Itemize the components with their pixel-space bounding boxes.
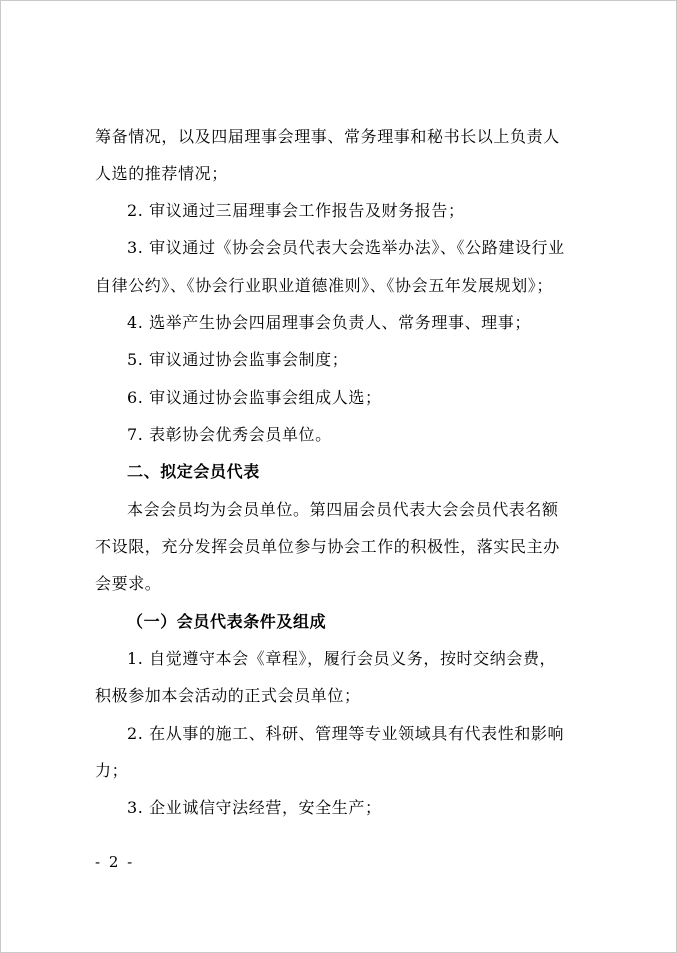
list-item: 5. 审议通过协会监事会制度； bbox=[127, 350, 349, 369]
list-item: 4. 选举产生协会四届理事会负责人、常务理事、理事； bbox=[127, 313, 531, 332]
list-item: 2. 审议通过三届理事会工作报告及财务报告； bbox=[127, 201, 465, 220]
page-number: - 2 - bbox=[95, 853, 135, 871]
paragraph-line: 积极参加本会活动的正式会员单位； bbox=[95, 686, 361, 705]
paragraph-line: 人选的推荐情况； bbox=[95, 164, 228, 183]
paragraph-line: 力； bbox=[95, 761, 129, 780]
subsection-heading: （一）会员代表条件及组成 bbox=[127, 612, 327, 631]
paragraph-line: 不设限，充分发挥会员单位参与协会工作的积极性，落实民主办 bbox=[95, 537, 560, 556]
list-item: 7. 表彰协会优秀会员单位。 bbox=[127, 425, 332, 444]
paragraph-line: 会要求。 bbox=[95, 574, 162, 593]
list-item: 3. 企业诚信守法经营，安全生产； bbox=[127, 798, 382, 817]
paragraph-line: 本会会员均为会员单位。第四届会员代表大会会员代表名额 bbox=[127, 500, 559, 519]
list-item: 1. 自觉遵守本会《章程》，履行会员义务，按时交纳会费， bbox=[127, 649, 557, 668]
list-item: 6. 审议通过协会监事会组成人选； bbox=[127, 388, 382, 407]
list-item: 3. 审议通过《协会会员代表大会选举办法》、《公路建设行业 bbox=[127, 238, 565, 257]
paragraph-line: 自律公约》、《协会行业职业道德准则》、《协会五年发展规划》； bbox=[95, 276, 554, 295]
section-heading: 二、拟定会员代表 bbox=[127, 462, 260, 481]
list-item: 2. 在从事的施工、科研、管理等专业领域具有代表性和影响 bbox=[127, 724, 565, 743]
paragraph-line: 筹备情况，以及四届理事会理事、常务理事和秘书长以上负责人 bbox=[95, 127, 560, 146]
